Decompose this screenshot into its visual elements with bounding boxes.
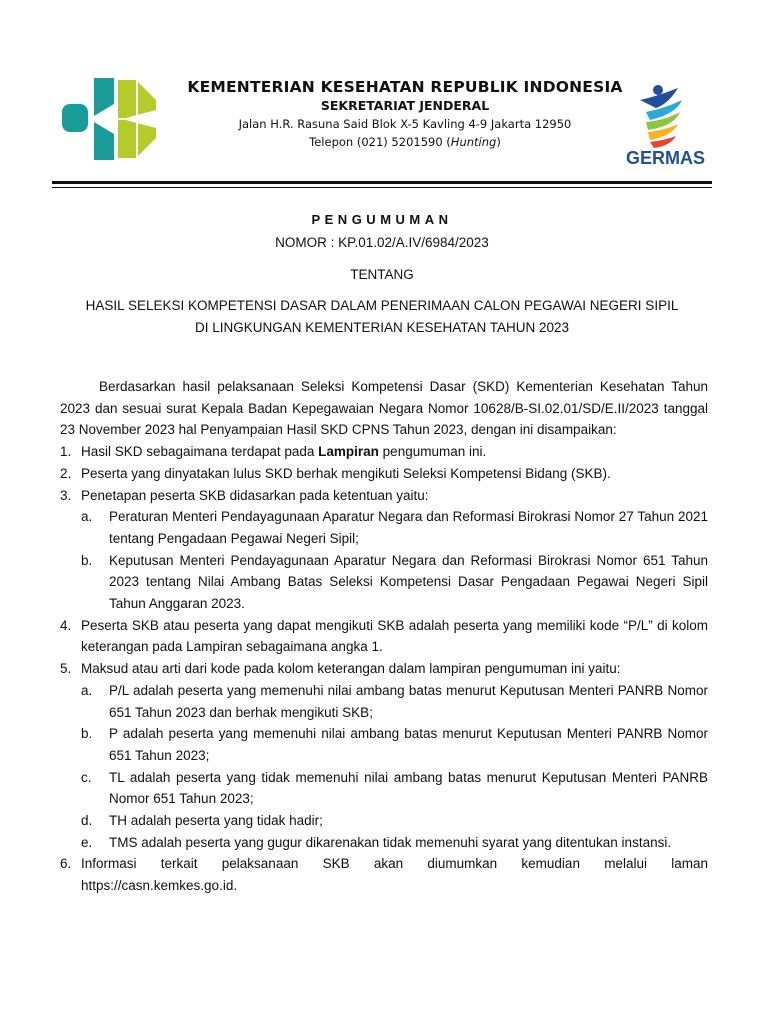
germas-logo (620, 78, 710, 170)
list-item: 5. Maksud atau arti dari kode pada kolom keterangan dalam lampiran pengumuman ini yaitu: (60, 661, 621, 677)
sub-list-item: d. TH adalah peserta yang tidak hadir; (81, 813, 323, 829)
sub-list-item: b. Keputusan Menteri Pendayagunaan Aparatur Negara dan Reformasi Birokrasi Nomor 651 Tahun 2023 tentang Nilai Ambang Batas Seleksi Kompetensi Dasar Pengadaan Pegawai Negeri Sipil Tahun Anggaran 2023. (81, 552, 708, 612)
list-item: 3. Penetapan peserta SKB didasarkan pada ketentuan yaitu: (60, 487, 429, 503)
sub-list-item: a. P/L adalah peserta yang memenuhi nilai ambang batas menurut Keputusan Menteri PANRB Nomor 651 Tahun 2023 dan berhak mengikuti SKB; (81, 682, 708, 720)
announcement-subject-line2: DI LINGKUNGAN KEMENTERIAN KESEHATAN TAHUN 2023 (194, 320, 570, 335)
list-item: 1. Hasil SKD sebagaimana terdapat pada Lampiran pengumuman ini. (60, 444, 487, 460)
phone: Telepon (021) 5201590 (Hunting) (309, 135, 501, 149)
announcement-about: TENTANG (350, 267, 414, 282)
letterhead (160, 78, 650, 149)
phone-note: Hunting (450, 135, 497, 149)
address: Jalan H.R. Rasuna Said Blok X-5 Kavling 4-9 Jakarta 12950 (238, 117, 572, 131)
announcement-heading: PENGUMUMAN (311, 212, 453, 227)
sub-list-item: c. TL adalah peserta yang tidak memenuhi nilai ambang batas menurut Keputusan Menteri PANRB Nomor 651 Tahun 2023; (81, 769, 708, 807)
intro-paragraph: Berdasarkan hasil pelaksanaan Seleksi Kompetensi Dasar (SKD) Kementerian Kesehatan Tahun 2023 dan sesuai surat Kepala Badan Kepegawaian Negara Nomor 10628/B-SI.02.01/SD/E.II/2023 tanggal 23 November 2023 hal Penyampaian Hasil SKD CPNS Tahun 2023, dengan ini disampaikan: (60, 379, 708, 438)
lampiran-bold: Lampiran (318, 444, 379, 460)
sub-list-item: a. Peraturan Menteri Pendayagunaan Aparatur Negara dan Reformasi Birokrasi Nomor 27 Tahun 2021 tentang Pengadaan Pegawai Negeri Sipil; (81, 509, 708, 546)
list-item: 4. Peserta SKB atau peserta yang dapat mengikuti SKB adalah peserta yang memiliki kode “P/L” di kolom keterangan pada Lampiran sebagaimana angka 1. (60, 617, 708, 655)
casn-link[interactable]: https://casn.kemkes.go.id. (81, 878, 238, 894)
announcement-number: NOMOR : KP.01.02/A.IV/6984/2023 (275, 235, 489, 250)
announcement-body (60, 376, 708, 897)
list-item: 6. Informasi terkait pelaksanaan SKB akan diumumkan kemudian melalui laman https://casn.kemkes.go.id. (60, 853, 708, 896)
letterhead-divider (52, 181, 712, 184)
item6-line1: Informasi terkait pelaksanaan SKB akan diumumkan kemudian melalui laman (81, 856, 708, 872)
secretariat-name: SEKRETARIAT JENDERAL (320, 98, 490, 113)
sub-list-item: e. TMS adalah peserta yang gugur dikarenakan tidak memenuhi syarat yang ditentukan instansi. (81, 834, 672, 850)
germas-label: GERMAS (626, 148, 706, 168)
kemenkes-logo (60, 74, 158, 164)
ministry-name: KEMENTERIAN KESEHATAN REPUBLIK INDONESIA (187, 78, 623, 96)
announcement-subject-line1: HASIL SELEKSI KOMPETENSI DASAR DALAM PENERIMAAN CALON PEGAWAI NEGERI SIPIL (85, 298, 679, 313)
list-item: 2. Peserta yang dinyatakan lulus SKD berhak mengikuti Seleksi Kompetensi Bidang (SKB). (60, 465, 611, 481)
letterhead-divider-thin (52, 187, 712, 188)
sub-list-item: b. P adalah peserta yang memenuhi nilai ambang batas menurut Keputusan Menteri PANRB Nomor 651 Tahun 2023; (81, 726, 708, 763)
